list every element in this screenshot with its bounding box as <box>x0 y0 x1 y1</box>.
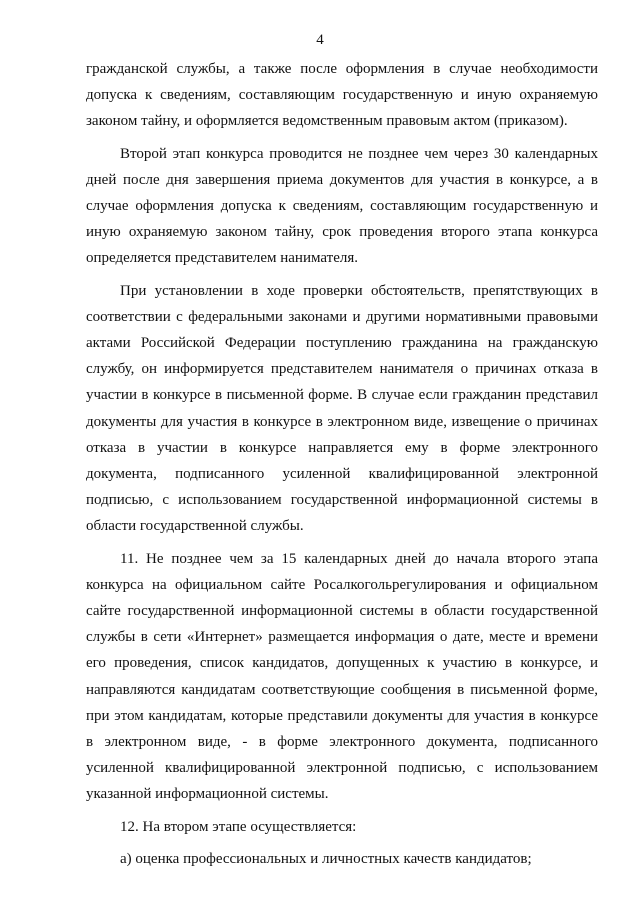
document-body <box>86 56 598 872</box>
page-number: 4 <box>316 32 324 48</box>
paragraph-continuation: гражданской службы, а также после оформления в случае необходимости допуска к сведениям, составляющим государственную и иную охраняемую законом тайну, и оформляется ведомственным правовым актом (приказом). <box>86 61 598 130</box>
paragraph-second-stage-timing: Второй этап конкурса проводится не позднее чем через 30 календарных дней после дня завершения приема документов для участия в конкурсе, а в случае оформления допуска к сведениям, составляющим государственную и иную охраняемую законом тайну, срок проведения второго этапа конкурса определяется представителем нанимателя. <box>86 145 598 267</box>
paragraph-clause-12: 12. На втором этапе осуществляется: <box>120 818 357 835</box>
paragraph-refusal-notice: При установлении в ходе проверки обстоятельств, препятствующих в соответствии с федеральными законами и другими нормативными правовыми актами Российской Федерации поступлению гражданина на гражданскую службу, он информируется представителем нанимателя о причинах отказа в участии в конкурсе в письменной форме. В случае если гражданин представил документы для участия в конкурсе в электронном виде, извещение о причинах отказа в участии в конкурсе направляется ему в форме электронного документа, подписанного усиленной квалифицированной электронной подписью, с использованием государственной информационной системы в области государственной службы. <box>86 282 598 535</box>
paragraph-clause-11: 11. Не позднее чем за 15 календарных дней до начала второго этапа конкурса на официальном сайте Росалкогольрегулирования и официальном сайте государственной информационной системы в области государственной службы в сети «Интернет» размещается информация о дате, месте и времени его проведения, список кандидатов, допущенных к участию в конкурсе, и направляются кандидатам соответствующие сообщения в письменной форме, при этом кандидатам, которые представили документы для участия в конкурсе в электронном виде, - в форме электронного документа, подписанного усиленной квалифицированной электронной подписью, с использованием указанной информационной системы. <box>86 550 598 803</box>
paragraph-clause-12a: а) оценка профессиональных и личностных качеств кандидатов; <box>120 850 532 867</box>
